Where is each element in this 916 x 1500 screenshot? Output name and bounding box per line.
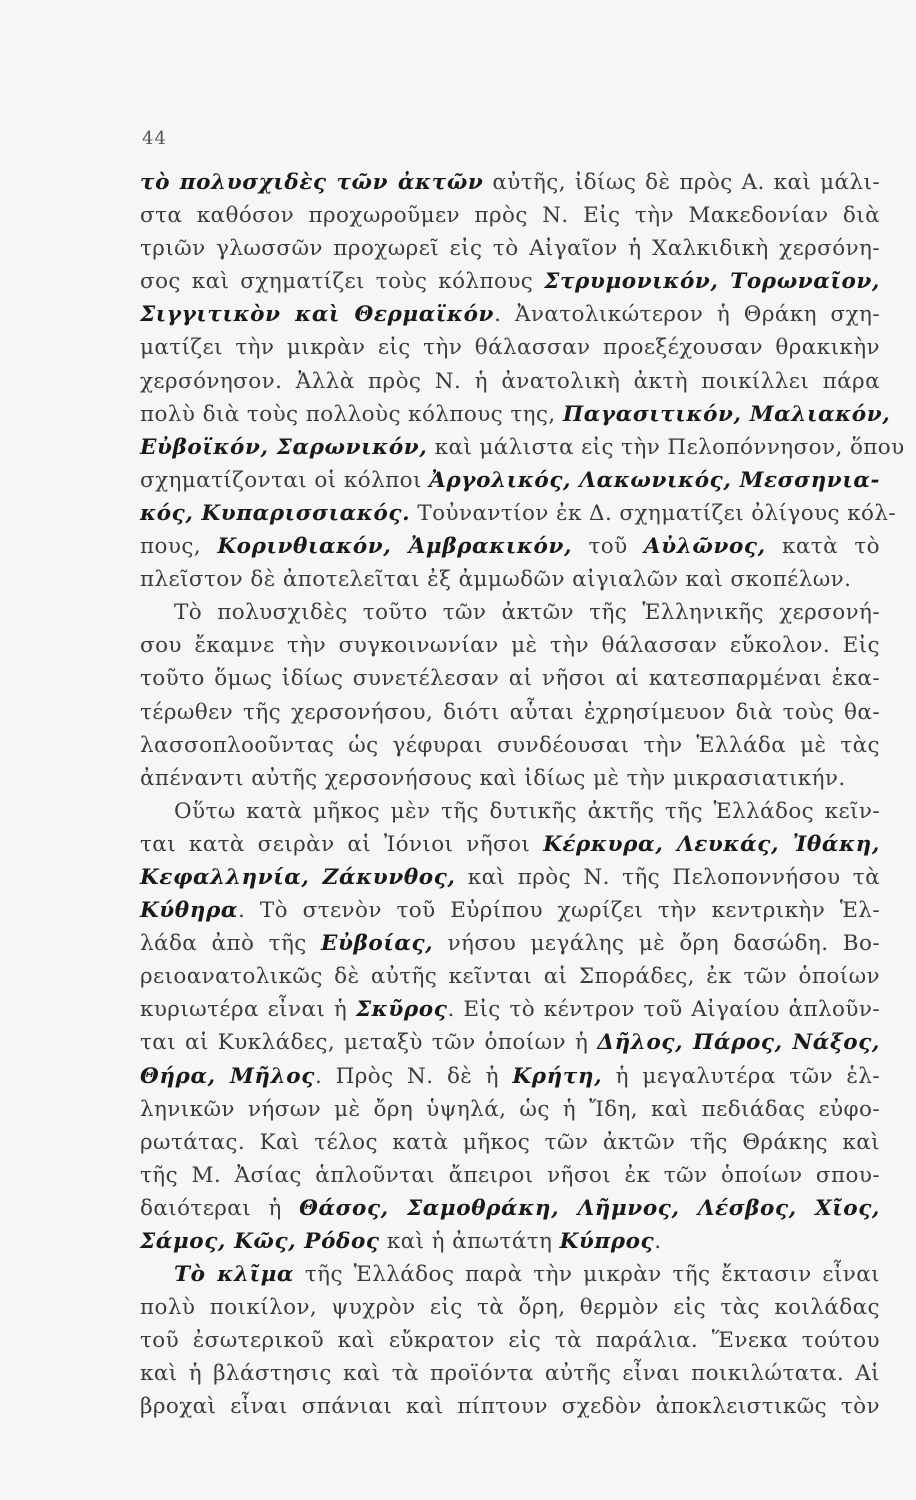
emphasized-term: Θάσος, Σαμοθράκη, Λῆμνος, Λέσβος, Χῖος, — [299, 1195, 880, 1221]
text-line — [140, 298, 880, 331]
emphasized-term: Κρήτη, — [512, 1063, 603, 1089]
emphasized-term: Κεφαλληνία, Ζάκυνθος, — [140, 864, 456, 890]
text-segment: αὐτῆς, ἰδίως δὲ πρὸς Α. καὶ μάλι- — [483, 170, 880, 195]
text-segment: ρειοανατολικῶς δὲ αὐτῆς κεῖνται αἱ Σποράδες, ἐκ τῶν ὁποίων — [140, 964, 880, 990]
text-line — [140, 398, 891, 431]
text-segment: νήσου μεγάλης μὲ ὄρη δασώδη. Βο- — [433, 931, 880, 957]
text-segment: πλεῖστον δὲ ἀποτελεῖται ἐξ ἀμμωδῶν αἰγιαλῶν καὶ σκοπέλων. — [140, 567, 852, 593]
text-segment: καὶ ἡ βλάστησις καὶ τὰ προϊόντα αὐτῆς εἶναι ποικιλώτατα. Αἱ — [140, 1361, 880, 1387]
text-segment: ματίζει τὴν μικρὰν εἰς τὴν θάλασσαν προεξέχουσαν θρακικὴν — [140, 335, 880, 361]
emphasized-term: Ἀργολικός, Λακωνικός, Μεσσηνια- — [429, 467, 880, 493]
text-line — [140, 497, 897, 530]
emphasized-term: Κέρκυρα, Λευκάς, Ἰθάκη, — [543, 831, 880, 857]
text-line — [140, 1258, 880, 1291]
text-segment: λάδα ἀπὸ τῆς — [140, 931, 321, 957]
text-segment: τέρωθεν τῆς χερσονήσου, διότι αὗται ἐχρησίμευον διὰ τοὺς θα- — [140, 699, 880, 725]
text-segment: Οὕτω κατὰ μῆκος μὲν τῆς δυτικῆς ἀκτῆς τῆς Ἑλλάδος κεῖν- — [174, 798, 880, 824]
text-line — [140, 1026, 880, 1059]
text-segment: χερσόνησον. Ἀλλὰ πρὸς Ν. ἡ ἀνατολικὴ ἀκτὴ ποικίλλει πάρα — [140, 368, 880, 394]
emphasized-term: Κορινθιακόν, Ἀμβρακικόν, — [217, 534, 573, 560]
text-segment: . Πρὸς Ν. δὲ ἡ — [314, 1063, 513, 1089]
text-line — [140, 828, 880, 861]
text-segment: καὶ μάλιστα εἰς τὴν Πελοπόννησον, ὅπου — [427, 434, 905, 460]
text-segment: τοῦ — [572, 534, 644, 560]
text-line — [140, 1192, 880, 1225]
text-segment: στα καθόσον προχωροῦμεν πρὸς Ν. Εἰς τὴν Μακεδονίαν διὰ — [140, 203, 880, 229]
text-segment: τῆς Μ. Ἀσίας ἁπλοῦνται ἄπειροι νῆσοι ἐκ τῶν ὁποίων σπου- — [140, 1162, 880, 1188]
text-line — [140, 431, 905, 464]
emphasized-term: Εὐβοίας, — [321, 931, 434, 957]
text-segment: σχηματίζονται οἱ κόλποι — [140, 467, 430, 493]
text-segment: καὶ ἡ ἀπωτάτη — [379, 1229, 560, 1254]
text-line — [140, 729, 880, 762]
text-line — [140, 696, 880, 729]
text-line — [140, 1126, 880, 1159]
emphasized-term: Παγασιτικόν, Μαλιακόν, — [562, 401, 891, 427]
text-segment: πους, — [140, 534, 218, 560]
text-segment: τῆς Ἑλλάδος παρὰ τὴν μικρὰν τῆς ἔκτασιν εἶναι — [294, 1262, 881, 1288]
text-segment: σος καὶ σχηματίζει τοὺς κόλπους — [140, 269, 545, 295]
emphasized-term: Κύπρος — [559, 1229, 655, 1254]
text-line — [140, 1324, 880, 1357]
text-segment: ται κατὰ σειρὰν αἱ Ἰόνιοι νῆσοι — [140, 831, 544, 857]
text-segment: ἡ μεγαλυτέρα τῶν ἑλ- — [602, 1063, 880, 1089]
text-line — [140, 265, 880, 298]
text-line — [140, 894, 880, 927]
text-segment: . Τὸ στενὸν τοῦ Εὐρίπου χωρίζει τὴν κεντρικὴν Ἑλ- — [238, 898, 880, 924]
text-segment: πολὺ διὰ τοὺς πολλοὺς κόλπους της, — [140, 401, 563, 427]
text-line — [140, 1225, 880, 1258]
emphasized-term: Σιγγιτικὸν καὶ Θερμαϊκόν — [140, 302, 495, 328]
text-line — [140, 365, 880, 398]
emphasized-term: Εὐβοϊκόν, Σαρωνικόν, — [140, 434, 428, 460]
text-segment: πολὺ ποικίλον, ψυχρὸν εἰς τὰ ὄρη, θερμὸν εἰς τὰς κοιλάδας — [140, 1295, 880, 1321]
text-line — [140, 464, 880, 497]
text-segment: δαιότεραι ἡ — [140, 1195, 300, 1221]
text-segment: τοῦ ἐσωτερικοῦ καὶ εὔκρατον εἰς τὰ παράλια. Ἕνεκα τούτου — [140, 1328, 880, 1354]
text-segment: . Εἰς τὸ κέντρον τοῦ Αἰγαίου ἁπλοῦν- — [447, 997, 880, 1023]
text-segment: βροχαὶ εἶναι σπάνιαι καὶ πίπτουν σχεδὸν ἀποκλειστικῶς τὸν — [140, 1394, 880, 1420]
text-line — [140, 762, 880, 795]
emphasized-term: Σάμος, Κῶς, Ρόδος — [140, 1229, 380, 1254]
text-line — [140, 1390, 880, 1423]
emphasized-term: Σκῦρος — [355, 997, 448, 1023]
page-number: 44 — [142, 128, 167, 149]
text-segment: . — [654, 1229, 662, 1254]
emphasized-term: Δῆλος, Πάρος, Νάξος, — [597, 1030, 880, 1056]
text-line — [140, 960, 880, 993]
emphasized-term: Κύθηρα — [140, 898, 239, 924]
text-segment: . Ἀνατολικώτερον ἡ Θράκη σχη- — [494, 302, 880, 328]
emphasized-term: Στρυμονικόν, Τορωναῖον, — [544, 269, 880, 295]
text-line — [140, 166, 880, 199]
text-segment: Τὸ πολυσχιδὲς τοῦτο τῶν ἀκτῶν τῆς Ἑλληνικῆς χερσονή- — [174, 600, 880, 626]
text-segment: Τοὐναντίον ἐκ Δ. σχηματίζει ὀλίγους κόλ- — [410, 500, 897, 526]
text-line — [140, 662, 880, 695]
body-text — [140, 166, 905, 1424]
text-line — [140, 629, 880, 662]
text-segment: σου ἔκαμνε τὴν συγκοινωνίαν μὲ τὴν θάλασσαν εὔκολον. Εἰς — [140, 633, 880, 659]
text-line — [140, 199, 880, 232]
text-line — [140, 1093, 880, 1126]
text-segment: ἀπέναντι αὐτῆς χερσονήσους καὶ ἰδίως μὲ τὴν μικρασιατικήν. — [140, 765, 846, 791]
text-segment: τριῶν γλωσσῶν προχωρεῖ εἰς τὸ Αἰγαῖον ἡ Χαλκιδικὴ χερσόνη- — [140, 236, 880, 262]
text-line — [140, 530, 880, 563]
text-line — [140, 563, 880, 596]
emphasized-term: Θήρα, Μῆλος — [140, 1063, 315, 1089]
emphasized-term: τὸ πολυσχιδὲς τῶν ἀκτῶν — [140, 170, 484, 195]
text-line — [140, 331, 880, 364]
text-line — [140, 232, 880, 265]
emphasized-term: κός, Κυπαρισσιακός. — [140, 500, 411, 526]
text-line — [140, 993, 880, 1026]
text-segment: κατὰ τὸ — [765, 534, 880, 560]
text-line — [140, 1291, 880, 1324]
emphasized-term: Αὐλῶνος, — [643, 534, 766, 560]
text-segment: ται αἱ Κυκλάδες, μεταξὺ τῶν ὁποίων ἡ — [140, 1030, 598, 1056]
emphasized-term: Τὸ κλῖμα — [174, 1262, 295, 1288]
text-line — [140, 861, 880, 894]
text-line — [140, 596, 880, 629]
text-line — [140, 1060, 880, 1093]
text-segment: καὶ πρὸς Ν. τῆς Πελοποννήσου τὰ — [455, 864, 880, 890]
text-line — [140, 795, 880, 828]
text-segment: ληνικῶν νήσων μὲ ὄρη ὑψηλά, ὡς ἡ Ἴδη, καὶ πεδιάδας εὐφο- — [140, 1096, 880, 1122]
text-segment: τοῦτο ὅμως ἰδίως συνετέλεσαν αἱ νῆσοι αἱ κατεσπαρμέναι ἑκα- — [140, 666, 880, 692]
text-line — [140, 1159, 880, 1192]
text-segment: ρωτάτας. Καὶ τέλος κατὰ μῆκος τῶν ἀκτῶν τῆς Θράκης καὶ — [140, 1129, 880, 1155]
text-segment: κυριωτέρα εἶναι ἡ — [140, 997, 356, 1023]
text-line — [140, 927, 880, 960]
text-segment: λασσοπλοοῦντας ὡς γέφυραι συνδέουσαι τὴν Ἑλλάδα μὲ τὰς — [140, 732, 880, 758]
text-line — [140, 1357, 880, 1390]
